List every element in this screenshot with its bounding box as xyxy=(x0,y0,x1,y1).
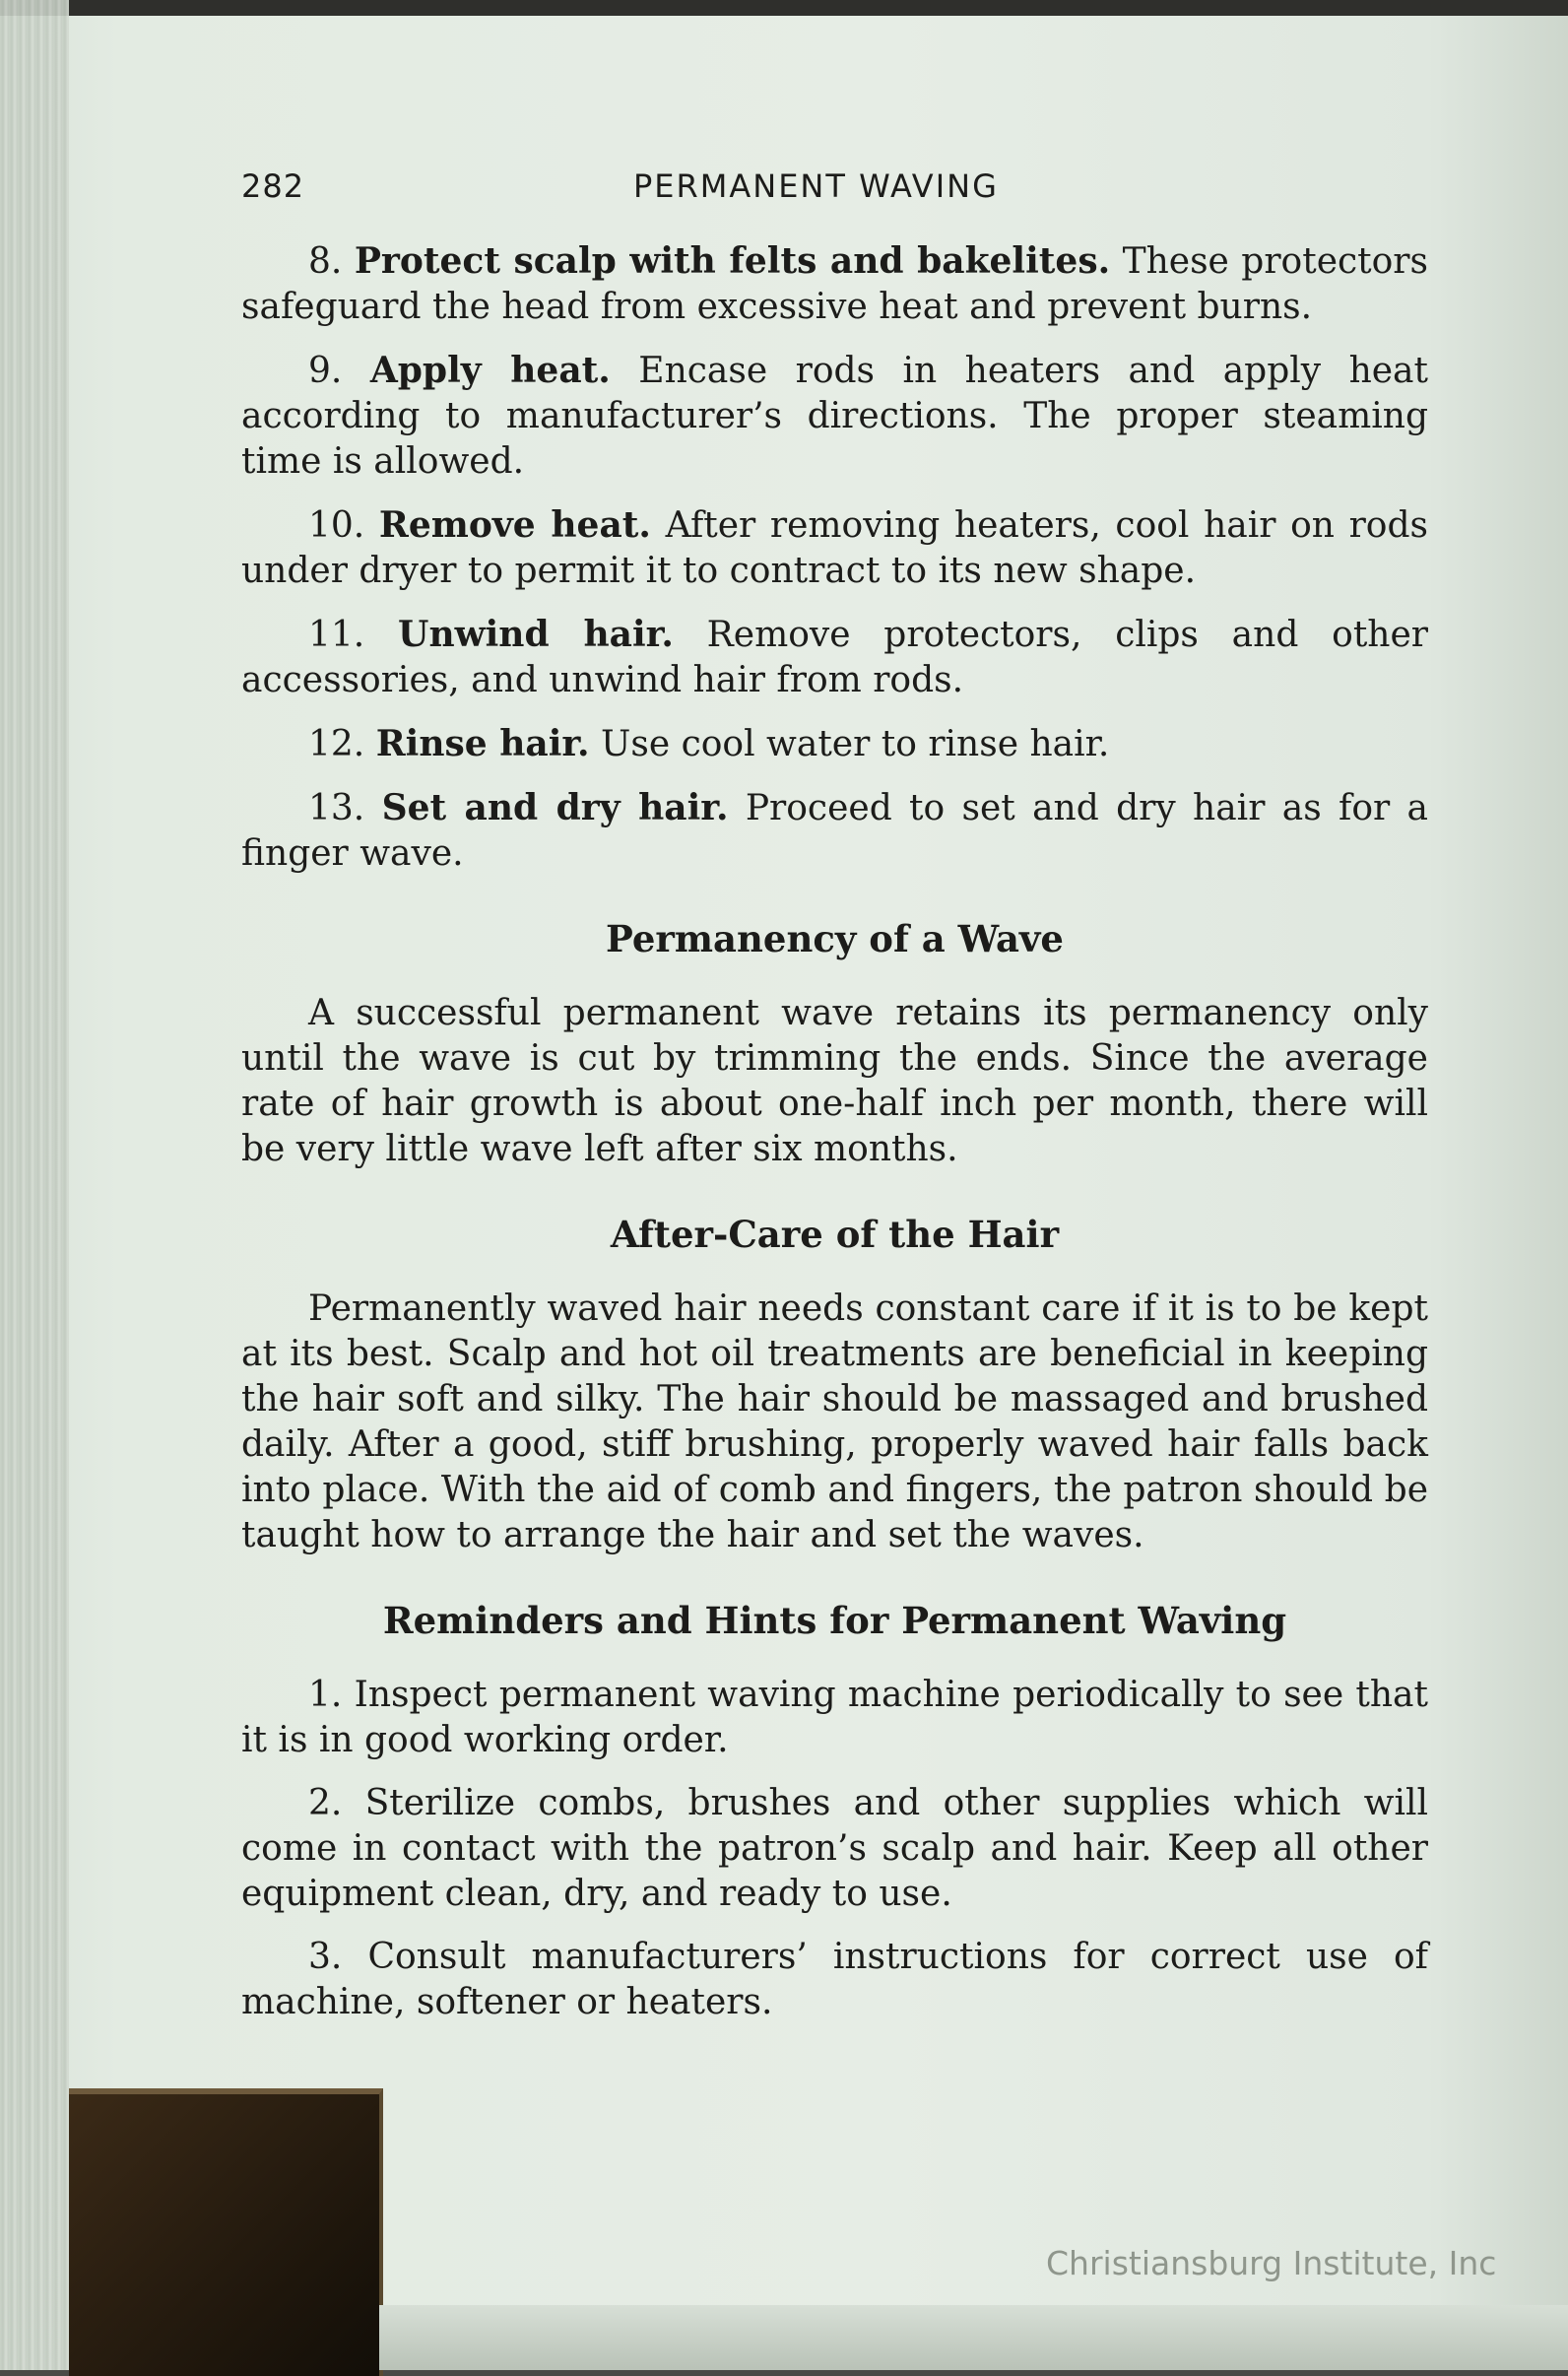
watermark: Christiansburg Institute, Inc xyxy=(1046,2244,1497,2282)
step-text: Remove protectors, clips and other accessories, and unwind hair from rods. xyxy=(241,615,1428,700)
bottom-page-edge xyxy=(379,2305,1568,2370)
step-9 xyxy=(241,348,1428,485)
step-12 xyxy=(241,721,1428,767)
running-head xyxy=(241,167,1428,211)
step-heading: Apply heat. xyxy=(369,350,611,391)
step-text: After removing heaters, cool hair on rods under dryer to permit it to contract to its new shape. xyxy=(241,505,1428,591)
reminder-item-1 xyxy=(241,1673,1428,1763)
top-edge-shadow xyxy=(0,0,1568,16)
reminder-item-2 xyxy=(241,1781,1428,1917)
reminder-number: 2. xyxy=(308,1783,343,1823)
step-text: These protectors safeguard the head from excessive heat and prevent burns. xyxy=(241,241,1428,327)
step-10 xyxy=(241,502,1428,594)
step-number: 13. xyxy=(308,788,365,828)
section-body-permanency: A successful permanent wave retains its permanency only until the wave is cut by trimming the ends. Since the average rate of hair growth is about one-half inch per month, there will be very little wave left after six months. xyxy=(241,993,1428,1169)
reminder-item-3 xyxy=(241,1935,1428,2025)
reminder-text: Consult manufacturers’ instructions for correct use of machine, softener or heaters. xyxy=(241,1937,1428,2022)
running-title: PERMANENT WAVING xyxy=(633,167,999,205)
step-text: Use cool water to rinse hair. xyxy=(601,724,1110,764)
section-heading-permanency: Permanency of a Wave xyxy=(606,917,1064,960)
reminder-number: 3. xyxy=(308,1937,343,1977)
page-text xyxy=(241,167,1428,2025)
step-number: 11. xyxy=(308,615,365,655)
page-stack-edge xyxy=(0,0,69,2370)
step-8 xyxy=(241,238,1428,330)
step-number: 12. xyxy=(308,724,365,764)
reminder-number: 1. xyxy=(308,1675,343,1715)
reminder-text: Inspect permanent waving machine periodically to see that it is in good working order. xyxy=(241,1675,1428,1760)
section-heading-after-care: After-Care of the Hair xyxy=(610,1213,1060,1256)
reminder-text: Sterilize combs, brushes and other supplies which will come in contact with the patron’s scalp and hair. Keep all other equipment clean, dry, and ready to use. xyxy=(241,1783,1428,1914)
step-heading: Protect scalp with felts and bakelites. xyxy=(354,240,1111,282)
step-heading: Set and dry hair. xyxy=(381,787,729,828)
step-number: 9. xyxy=(308,351,343,391)
page-number: 282 xyxy=(241,167,305,205)
step-number: 8. xyxy=(308,241,343,282)
step-number: 10. xyxy=(308,505,365,546)
section-heading-reminders: Reminders and Hints for Permanent Waving xyxy=(382,1599,1287,1642)
step-13 xyxy=(241,785,1428,877)
step-text: Proceed to set and dry hair as for a finger wave. xyxy=(241,788,1428,874)
step-heading: Rinse hair. xyxy=(375,723,590,764)
dark-corner-tab xyxy=(69,2088,383,2376)
step-11 xyxy=(241,612,1428,703)
step-heading: Remove heat. xyxy=(378,504,651,546)
section-body-after-care: Permanently waved hair needs constant care if it is to be kept at its best. Scalp and hot oil treatments are beneficial in keeping the hair soft and silky. The hair should be massaged and brushed daily. After a good, stiff brushing, properly waved hair falls back into place. With the aid of comb and fingers, the patron should be taught how to arrange the hair and set the waves. xyxy=(241,1288,1428,1555)
step-text: Encase rods in heaters and apply heat according to manufacturer’s directions. The proper steaming time is allowed. xyxy=(241,351,1428,482)
step-heading: Unwind hair. xyxy=(398,614,674,655)
